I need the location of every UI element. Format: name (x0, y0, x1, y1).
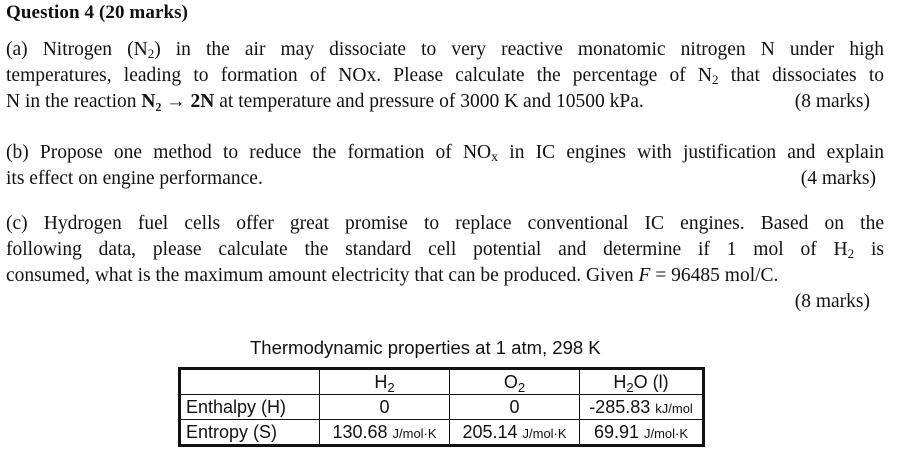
part-a-paragraph (6, 37, 884, 115)
table-cell: -285.83 kJ/mol (580, 395, 704, 420)
reaction-equation: N₂ → 2N (141, 91, 215, 112)
faraday-variable: F (638, 265, 651, 286)
part-a-marks: (8 marks) (794, 91, 870, 112)
table-row (180, 420, 704, 446)
part-c-line-1: (c) Hydrogen fuel cells offer great promise to replace conventional IC engines. Based on the (6, 213, 884, 234)
part-a-line-3: N in the reaction N₂ → 2N at temperature and pressure of 3000 K and 10500 kPa. (8 marks) (6, 89, 884, 115)
part-b-marks: (4 marks) (800, 168, 876, 189)
question-heading: Question 4 (20 marks) (6, 2, 189, 23)
table-row-label: Enthalpy (H) (180, 395, 320, 420)
part-c-line-3: consumed, what is the maximum amount electricity that can be produced. Given F = 96485 mol/C. (6, 265, 779, 286)
part-b-line-1: (b) Propose one method to reduce the formation of $NO_x$ in IC engines with justification and explain (6, 142, 885, 165)
part-c-line-2: following data, please calculate the standard cell potential and determine if 1 mol of $H_2$ is (6, 239, 884, 261)
table-title: Thermodynamic properties at 1 atm, 298 K (250, 337, 601, 358)
part-a-line-1: (a) Nitrogen $(N_2)$ in the air may dissociate to very reactive monatomic nitrogen N under high (6, 39, 884, 61)
table-cell: 130.68 J/mol·K (320, 420, 450, 446)
part-b-line-2: its effect on engine performance. (4 marks) (6, 166, 884, 192)
table-row-label: Entropy (S) (180, 420, 320, 446)
part-a-line-2: temperatures, leading to formation of NOx. Please calculate the percentage of $N_2$ that dissociates to (6, 65, 884, 87)
part-c-paragraph (6, 211, 884, 315)
table-cell: 205.14 J/mol·K (450, 420, 580, 446)
table-header-h2o: $H_2O$ (l) (580, 369, 704, 395)
table-cell: 0 (320, 395, 450, 420)
table-corner-cell (180, 369, 320, 395)
thermo-table (178, 367, 705, 447)
table-row (180, 395, 704, 420)
table-header-row (180, 369, 704, 395)
table-cell: 69.91 J/mol·K (580, 420, 704, 446)
part-c-marks: (8 marks) (794, 291, 870, 312)
table-header-o2: $O_2$ (450, 369, 580, 395)
part-b-paragraph (6, 140, 884, 192)
table-cell: 0 (450, 395, 580, 420)
table-header-h2: $H_2$ (320, 369, 450, 395)
